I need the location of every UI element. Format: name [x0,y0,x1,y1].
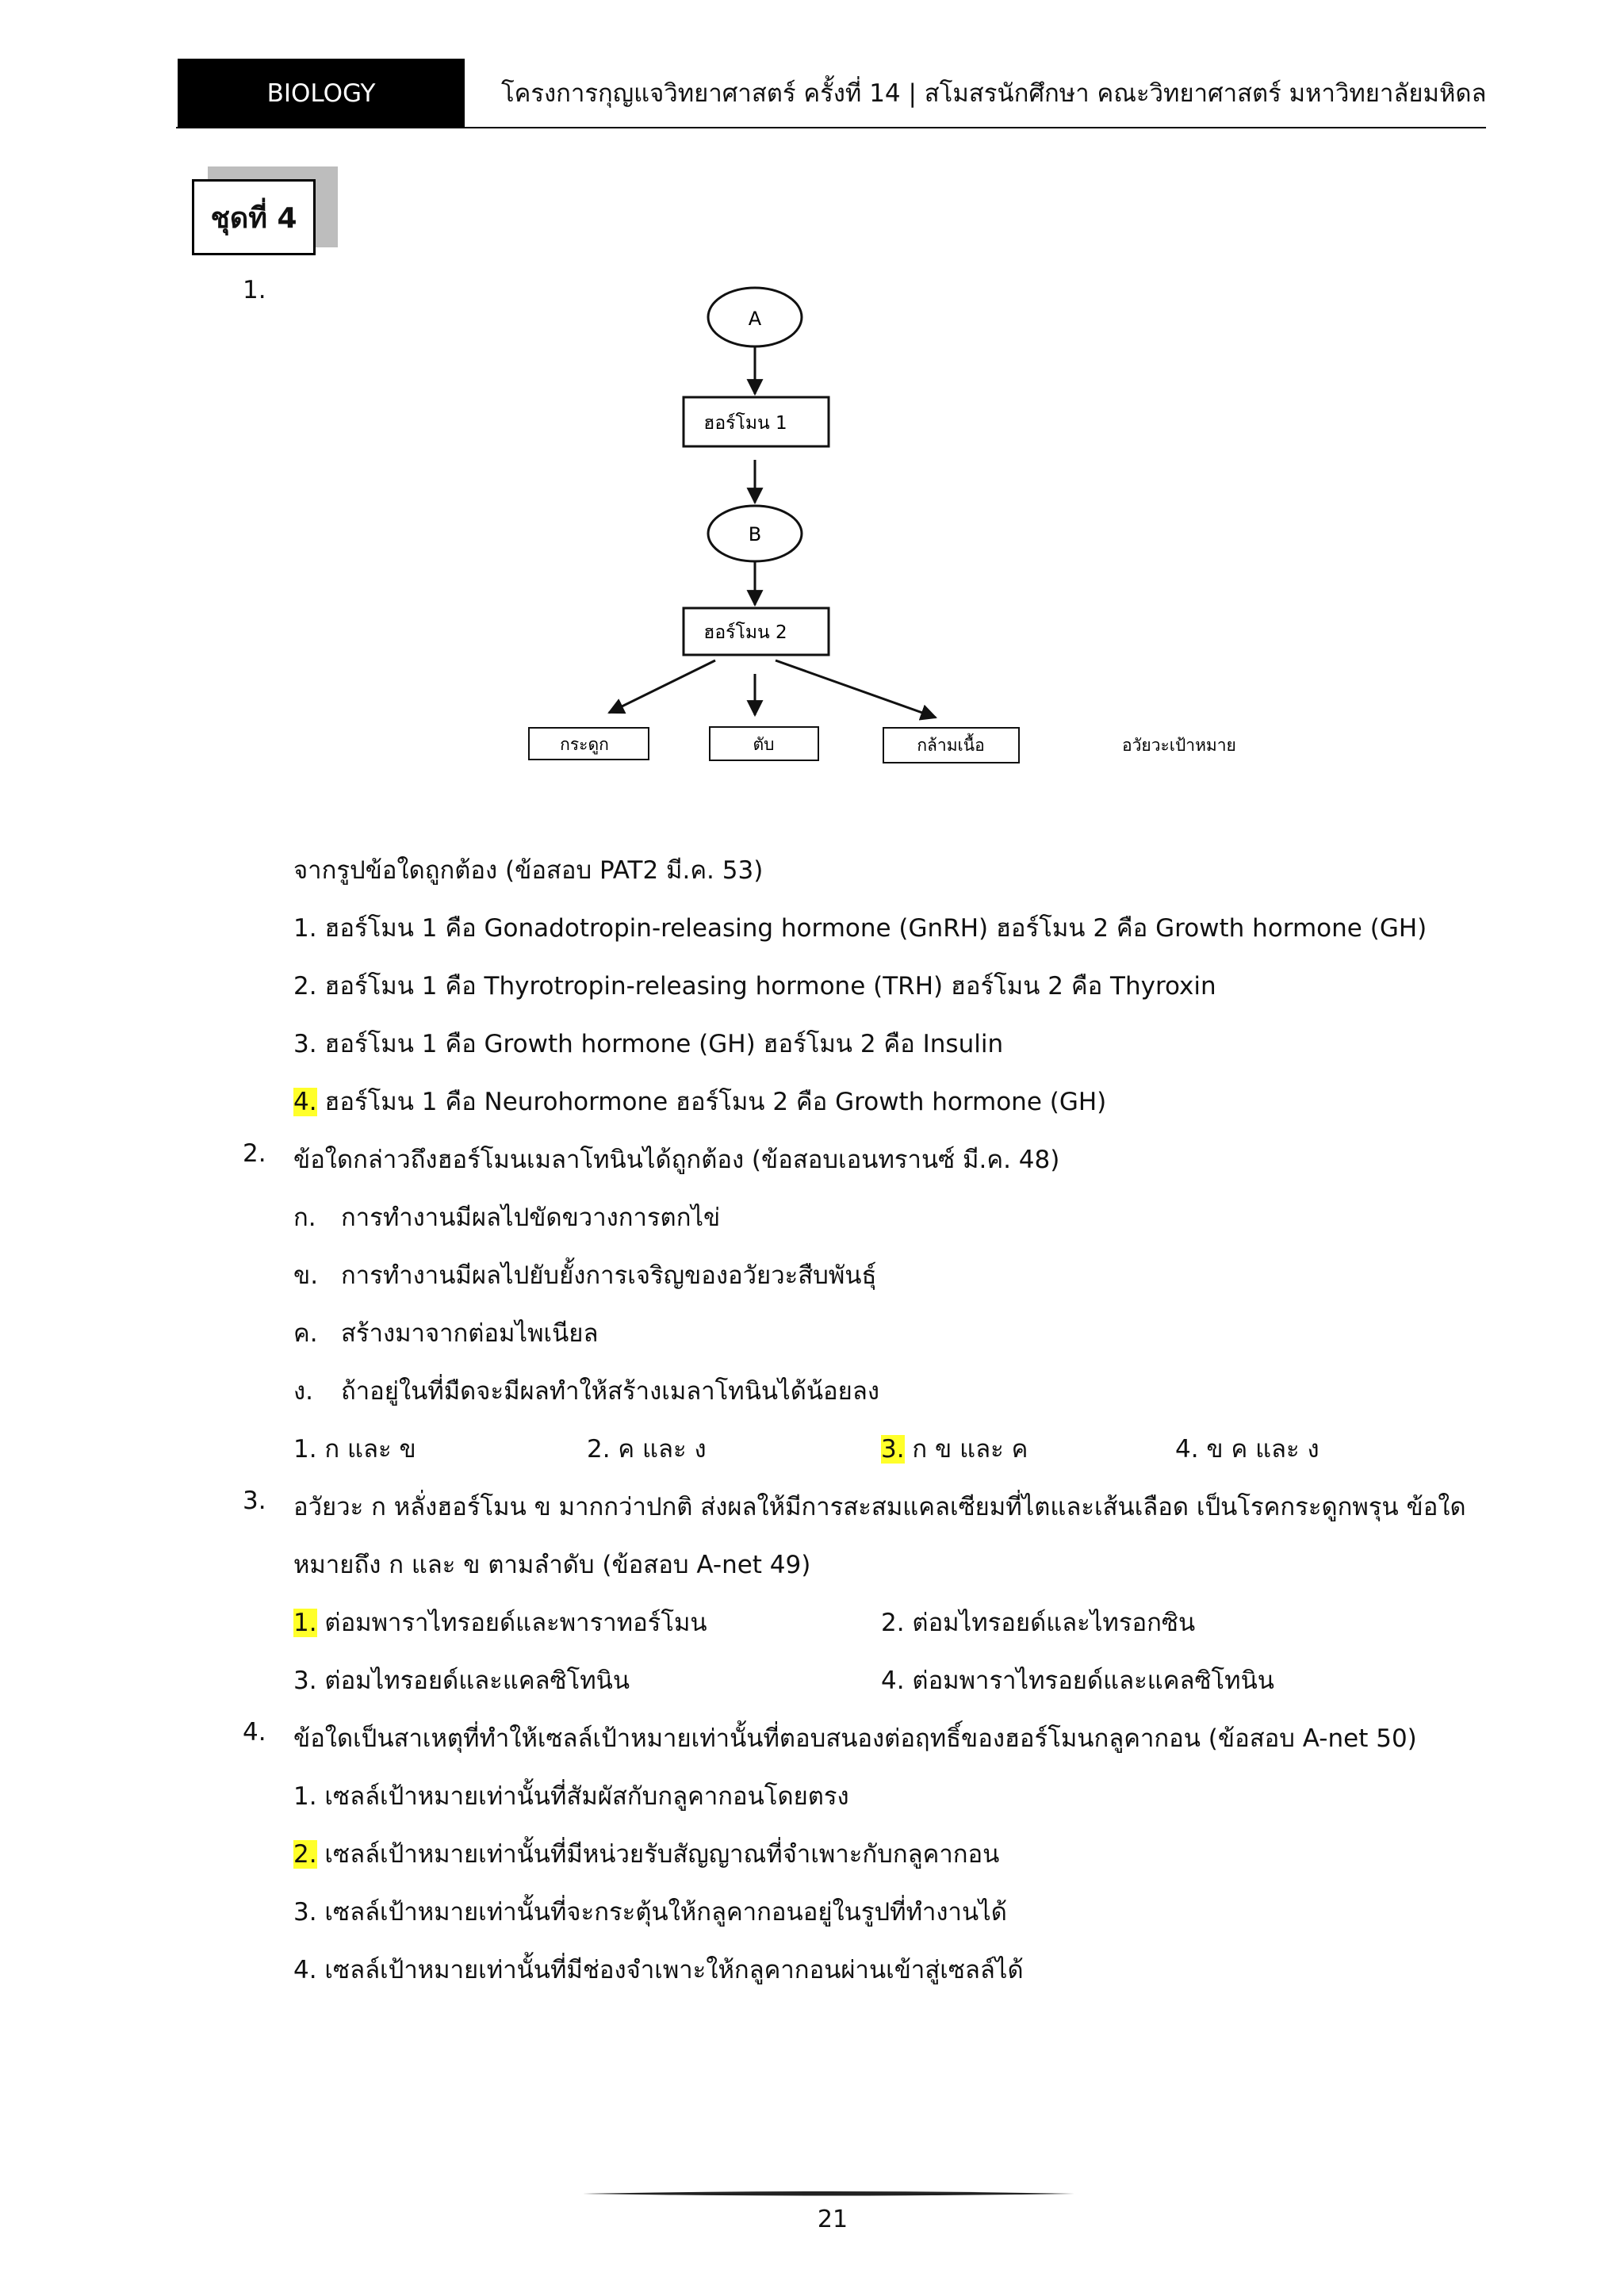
subject-label: BIOLOGY [178,59,465,128]
option-number: 4. [1175,1435,1199,1464]
option-text: ฮอร์โมน 1 คือ Neurohormone ฮอร์โมน 2 คือ Growth hormone (GH) [316,1088,1107,1116]
option-number: 2. [881,1609,905,1637]
q1-option-3 [293,1024,1003,1063]
q4-option-2 [293,1834,999,1873]
q2-option-3 [881,1429,1028,1468]
target-liver-label: ตับ [753,735,775,754]
target-muscle-label: กล้ามเนื้อ [917,736,985,755]
question-1-stem: จากรูปข้อใดถูกต้อง (ข้อสอบ PAT2 มี.ค. 53) [293,856,764,885]
q2-option-2 [587,1429,707,1468]
q2-option-1 [293,1429,416,1468]
option-number: 2. [293,972,317,1001]
option-text: เซลล์เป้าหมายเท่านั้นที่มีช่องจำเพาะให้กลูคากอนผ่านเข้าสู่เซลล์ได้ [316,1956,1024,1984]
node-b-label: B [748,523,762,545]
q4-option-1 [293,1776,849,1816]
q2-statement-d [293,1371,879,1410]
q1-option-2 [293,966,1216,1005]
arrow-to-muscle [776,660,936,718]
option-number: 3. [293,1667,317,1695]
option-number: 1. [293,1782,317,1811]
option-text: ฮอร์โมน 1 คือ Growth hormone (GH) ฮอร์โมน 2 คือ Insulin [316,1030,1004,1058]
option-text: เซลล์เป้าหมายเท่านั้นที่สัมผัสกับกลูคากอนโดยตรง [316,1782,849,1811]
question-4-number: 4. [243,1718,266,1747]
header-title: โครงการกุญแจวิทยาศาสตร์ ครั้งที่ 14 | สโมสรนักศึกษา คณะวิทยาศาสตร์ มหาวิทยาลัยมหิดล [501,79,1487,108]
target-organ-caption: อวัยวะเป้าหมาย [1122,736,1236,755]
q3-option-1 [293,1602,707,1642]
option-text: ค และ ง [610,1435,707,1464]
question-1-number: 1. [243,276,266,304]
hormone-pathway-diagram [508,277,1300,777]
question-3-number: 3. [243,1487,266,1515]
highlighted-answer-number: 3. [881,1435,905,1464]
set-label: ชุดที่ 4 [192,179,316,255]
q3-option-4 [881,1660,1274,1700]
option-text: ต่อมพาราไทรอยด์และแคลซิโทนิน [904,1667,1274,1695]
option-text: ต่อมไทรอยด์และไทรอกซิน [904,1609,1196,1637]
footer-divider [583,2191,1074,2197]
question-4-stem: ข้อใดเป็นสาเหตุที่ทำให้เซลล์เป้าหมายเท่านั้นที่ตอบสนองต่อฤทธิ์ของฮอร์โมนกลูคากอน (ข้อสอบ A-net 50) [293,1724,1417,1753]
page-number: 21 [817,2206,848,2233]
statement-text: การทำงานมีผลไปยับยั้งการเจริญของอวัยวะสืบพันธุ์ [341,1261,877,1290]
option-text: ก และ ข [316,1435,416,1464]
statement-letter: ค. [293,1319,318,1348]
hormone-1-label: ฮอร์โมน 1 [703,413,787,434]
option-number: 2. [587,1435,611,1464]
q2-option-4 [1175,1429,1320,1468]
header-divider [176,127,1486,128]
node-a-label: A [748,308,762,330]
q2-statement-b [293,1255,876,1295]
question-2-number: 2. [243,1139,266,1168]
statement-letter: ก. [293,1203,316,1232]
option-number: 3. [293,1898,317,1927]
option-text: ข ค และ ง [1198,1435,1320,1464]
highlighted-answer-number: 2. [293,1840,317,1869]
option-text: ฮอร์โมน 1 คือ Thyrotropin-releasing hormone (TRH) ฮอร์โมน 2 คือ Thyroxin [316,972,1216,1001]
statement-text: ถ้าอยู่ในที่มืดจะมีผลทำให้สร้างเมลาโทนินได้น้อยลง [341,1377,879,1406]
statement-letter: ข. [293,1261,319,1290]
option-number: 3. [293,1030,317,1058]
option-number: 1. [293,1435,317,1464]
question-3-stem-line-2: หมายถึง ก และ ข ตามลำดับ (ข้อสอบ A-net 49) [293,1551,811,1579]
question-3-stem-line-1: อวัยวะ ก หลั่งฮอร์โมน ข มากกว่าปกติ ส่งผลให้มีการสะสมแคลเซียมที่ไตและเส้นเลือด เป็นโรคกระดูกพรุน ข้อใด [293,1493,1466,1521]
option-text: ต่อมพาราไทรอยด์และพาราทอร์โมน [316,1609,707,1637]
q2-statement-c [293,1313,598,1353]
target-bone-label: กระดูก [560,735,609,754]
option-number: 4. [293,1956,317,1984]
q4-option-4 [293,1950,1024,1989]
option-number: 1. [293,914,317,943]
option-number: 4. [881,1667,905,1695]
q4-option-3 [293,1892,1007,1931]
option-text: เซลล์เป้าหมายเท่านั้นที่จะกระตุ้นให้กลูคากอนอยู่ในรูปที่ทำงานได้ [316,1898,1007,1927]
option-text: ฮอร์โมน 1 คือ Gonadotropin-releasing hormone (GnRH) ฮอร์โมน 2 คือ Growth hormone (GH) [316,914,1427,943]
option-text: ต่อมไทรอยด์และแคลซิโทนิน [316,1667,630,1695]
highlighted-answer-number: 1. [293,1609,317,1637]
option-text: ก ข และ ค [904,1435,1028,1464]
arrow-to-bone [609,660,715,713]
q2-statement-a [293,1197,720,1237]
q3-option-2 [881,1602,1195,1642]
question-2-stem: ข้อใดกล่าวถึงฮอร์โมนเมลาโทนินได้ถูกต้อง (ข้อสอบเอนทรานซ์ มี.ค. 48) [293,1146,1060,1174]
q3-option-3 [293,1660,630,1700]
highlighted-answer-number: 4. [293,1088,317,1116]
option-text: เซลล์เป้าหมายเท่านั้นที่มีหน่วยรับสัญญาณที่จำเพาะกับกลูคากอน [316,1840,1000,1869]
statement-text: การทำงานมีผลไปขัดขวางการตกไข่ [341,1203,721,1232]
hormone-2-label: ฮอร์โมน 2 [703,622,787,643]
statement-letter: ง. [293,1377,313,1406]
q1-option-4 [293,1081,1106,1121]
statement-text: สร้างมาจากต่อมไพเนียล [341,1319,599,1348]
q1-option-1 [293,908,1427,947]
